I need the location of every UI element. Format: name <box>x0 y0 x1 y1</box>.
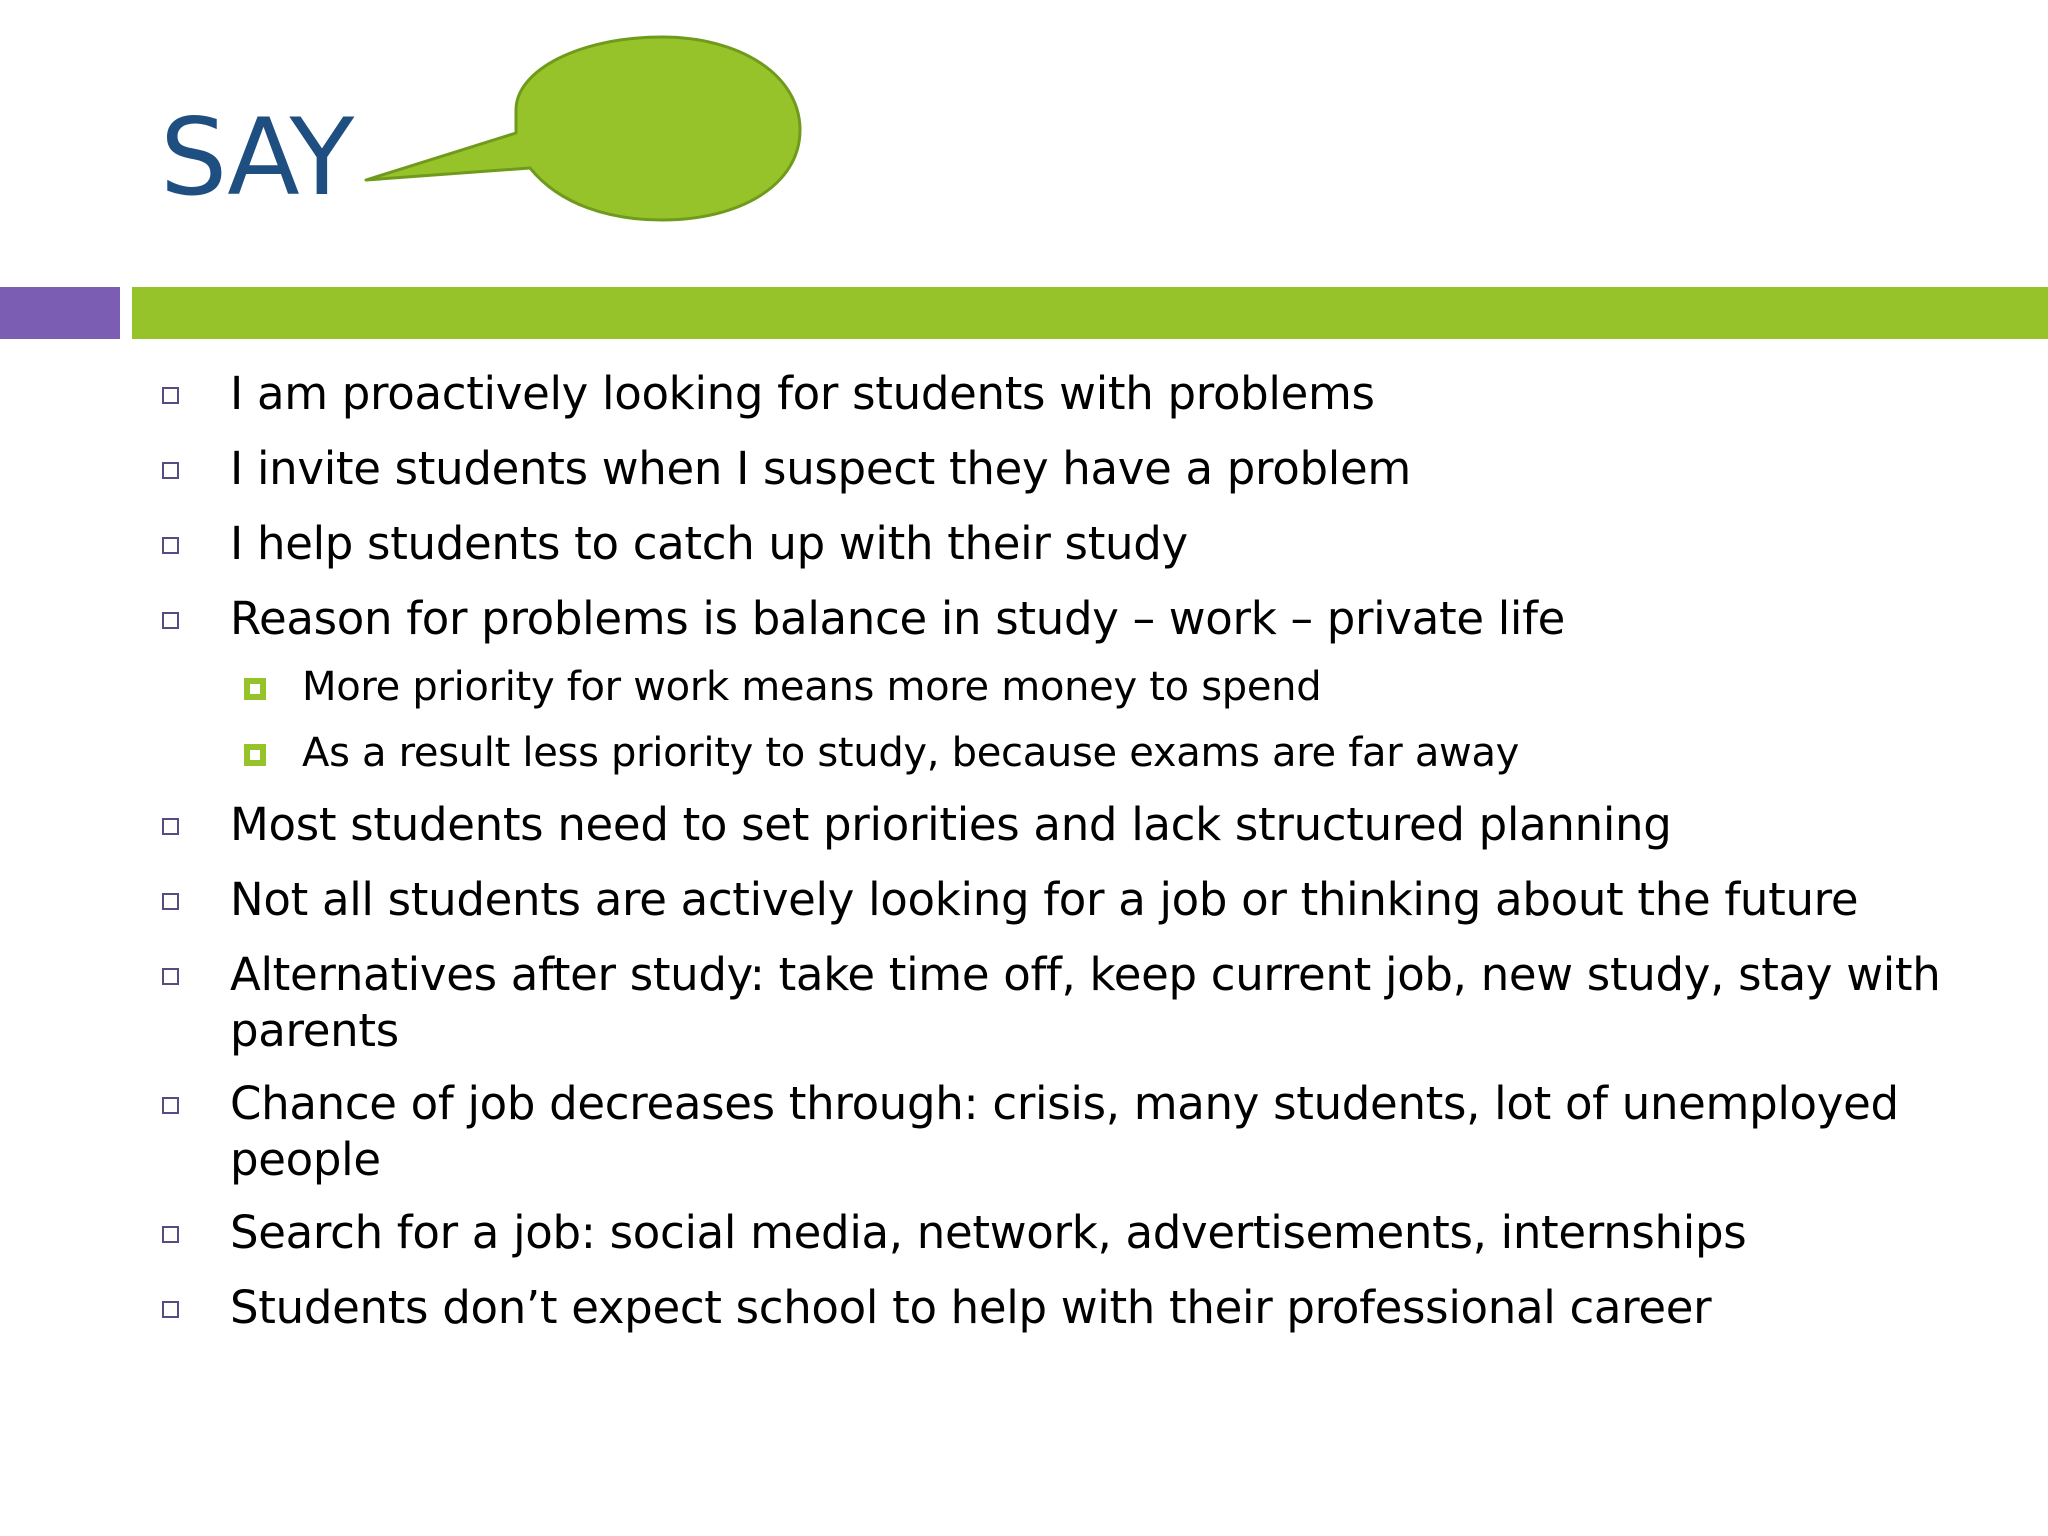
square-bullet-icon <box>162 893 179 910</box>
sub-bullet-text: More priority for work means more money to spend <box>302 664 1322 710</box>
bullet-text: Most students need to set priorities and lack structured planning <box>230 798 1672 851</box>
sub-bullet-text: As a result less priority to study, because exams are far away <box>302 730 1520 776</box>
bullet-item <box>230 366 2010 422</box>
square-bullet-icon <box>162 612 179 629</box>
bullet-text: I help students to catch up with their study <box>230 517 1188 570</box>
bullet-item <box>230 1076 1990 1188</box>
square-bullet-icon <box>162 1226 179 1243</box>
green-square-bullet-icon <box>244 678 266 700</box>
square-bullet-icon <box>162 462 179 479</box>
bullet-item <box>230 947 1990 1059</box>
square-bullet-icon <box>162 818 179 835</box>
slide-title: SAY <box>160 96 353 219</box>
bullet-text: Alternatives after study: take time off, keep current job, new study, stay with parents <box>230 948 1941 1057</box>
bullet-text: Reason for problems is balance in study – work – private life <box>230 592 1566 645</box>
sub-bullet-item <box>302 728 2048 778</box>
bullet-text: I am proactively looking for students with problems <box>230 367 1375 420</box>
bullet-item <box>230 797 2010 853</box>
bullet-text: I invite students when I suspect they have a problem <box>230 442 1411 495</box>
bullet-item <box>230 1280 2010 1336</box>
bullet-item <box>230 516 2010 572</box>
square-bullet-icon <box>162 537 179 554</box>
green-square-bullet-icon <box>244 744 266 766</box>
bullet-text: Not all students are actively looking for a job or thinking about the future <box>230 873 1859 926</box>
bullet-item <box>230 1205 2010 1261</box>
square-bullet-icon <box>162 387 179 404</box>
square-bullet-icon <box>162 1097 179 1114</box>
bullet-item <box>230 441 2010 497</box>
bullet-text: Search for a job: social media, network, advertisements, internships <box>230 1206 1747 1259</box>
bullet-text: Chance of job decreases through: crisis, many students, lot of unemployed people <box>230 1077 1899 1186</box>
bullet-item <box>230 872 2010 928</box>
square-bullet-icon <box>162 968 179 985</box>
sub-bullet-item <box>302 662 2048 712</box>
square-bullet-icon <box>162 1301 179 1318</box>
bullet-text: Students don’t expect school to help with their professional career <box>230 1281 1712 1334</box>
bullet-item <box>230 591 2010 647</box>
